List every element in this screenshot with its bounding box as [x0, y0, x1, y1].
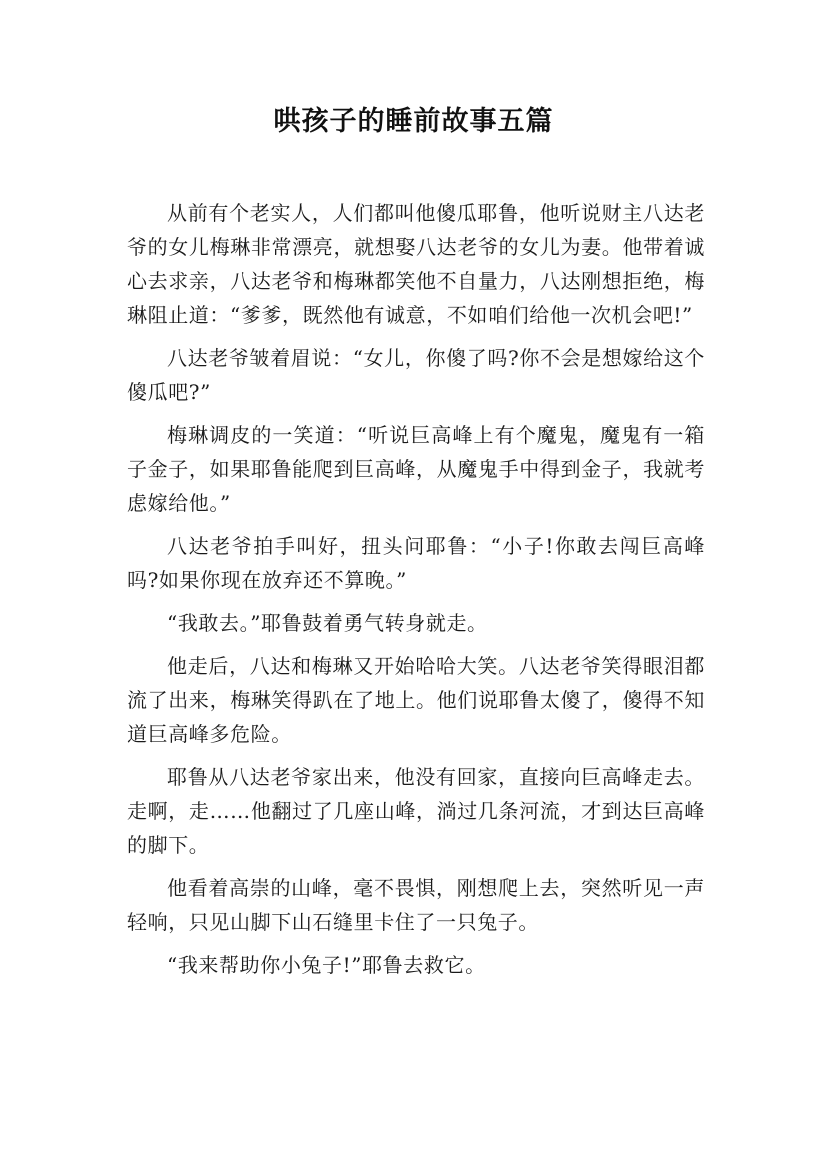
paragraph: 他看着高崇的山峰，毫不畏惧，刚想爬上去，突然听见一声轻响，只见山脚下山石缝里卡住了一只兔子。: [127, 876, 705, 934]
paragraph: 他走后，八达和梅琳又开始哈哈大笑。八达老爷笑得眼泪都流了出来，梅琳笑得趴在了地上。他们说耶鲁太傻了，傻得不知道巨高峰多危险。: [127, 654, 705, 746]
document-body: [127, 196, 705, 991]
paragraph: 耶鲁从八达老爷家出来，他没有回家，直接向巨高峰走去。走啊，走……他翻过了几座山峰，淌过几条河流，才到达巨高峰的脚下。: [127, 765, 705, 857]
paragraph: 从前有个老实人，人们都叫他傻瓜耶鲁，他听说财主八达老爷的女儿梅琳非常漂亮，就想娶八达老爷的女儿为妻。他带着诚心去求亲，八达老爷和梅琳都笑他不自量力，八达刚想拒绝，梅琳阻止道：“爹爹，既然他有诚意，不如咱们给他一次机会吧!”: [127, 201, 705, 327]
paragraph: “我敢去。”耶鲁鼓着勇气转身就走。: [167, 611, 488, 635]
paragraph: 八达老爷皱着眉说：“女儿，你傻了吗?你不会是想嫁给这个傻瓜吧?”: [127, 346, 705, 404]
paragraph: 八达老爷拍手叫好，扭头问耶鲁：“小子!你敢去闯巨高峰吗?如果你现在放弃还不算晚。”: [127, 534, 705, 592]
paragraph: “我来帮助你小兔子!”耶鲁去救它。: [167, 953, 486, 977]
paragraph: 梅琳调皮的一笑道：“听说巨高峰上有个魔鬼，魔鬼有一箱子金子，如果耶鲁能爬到巨高峰，从魔鬼手中得到金子，我就考虑嫁给他。”: [127, 423, 705, 515]
document-title: 哄孩子的睡前故事五篇: [273, 106, 554, 137]
